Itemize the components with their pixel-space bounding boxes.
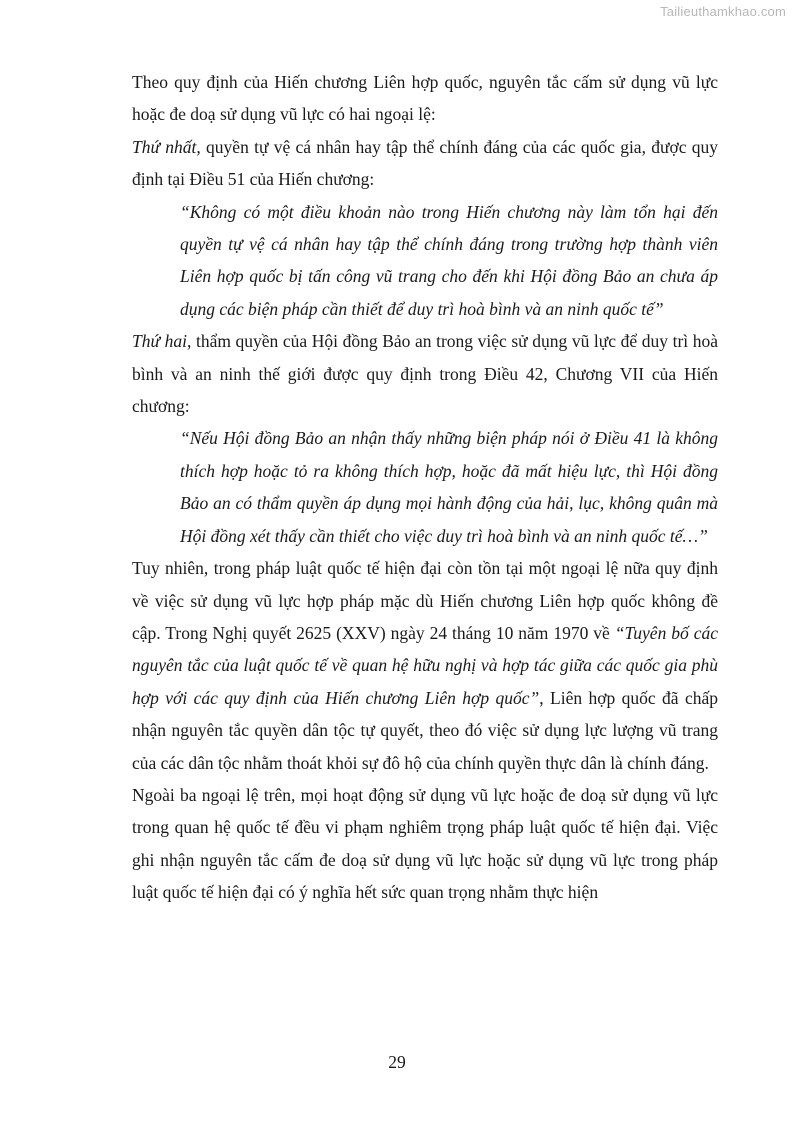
resolution-text-part1: Tuy nhiên, trong pháp luật quốc tế hiện đại còn tồn tại một ngoại lệ nữa quy định về việc sử dụng vũ lực hợp pháp mặc dù Hiến chương Liên hợp quốc không đề cập. Trong Nghị quyết 2625 (XXV) ngày 24 tháng 10 năm 1970 về (132, 558, 718, 643)
paragraph-second-exception (132, 325, 718, 422)
watermark: Tailieuthamkhao.com (660, 4, 786, 19)
page-number: 29 (388, 1052, 406, 1072)
first-exception-text: quyền tự vệ cá nhân hay tập thể chính đáng của các quốc gia, được quy định tại Điều 51 của Hiến chương: (132, 136, 718, 190)
resolution-text-part2: , Liên hợp quốc đã chấp nhận nguyên tắc quyền dân tộc tự quyết, theo đó việc sử dụng lực lượng vũ trang của các dân tộc nhằm thoát khỏi sự đô hộ của chính quyền thực dân là chính đáng. (132, 687, 718, 773)
paragraph-conclusion: Ngoài ba ngoại lệ trên, mọi hoạt động sử dụng vũ lực hoặc đe doạ sử dụng vũ lực trong quan hệ quốc tế đều vi phạm nghiêm trọng pháp luật quốc tế hiện đại. Việc ghi nhận nguyên tắc cấm đe doạ sử dụng vũ lực hoặc sử dụng vũ lực trong pháp luật quốc tế hiện đại có ý nghĩa hết sức quan trọng nhằm thực hiện (132, 784, 718, 903)
paragraph-first-exception (132, 131, 718, 196)
quote-article-42: “Nếu Hội đồng Bảo an nhận thấy những biện pháp nói ở Điều 41 là không thích hợp hoặc tỏ ra không thích hợp, hoặc đã mất hiệu lực, thì Hội đồng Bảo an có thẩm quyền áp dụng mọi hành động của hải, lục, không quân mà Hội đồng xét thấy cần thiết cho việc duy trì hoà bình và an ninh quốc tế…” (180, 428, 718, 546)
resolution-citation: “Tuyên bố các nguyên tắc của luật quốc tế về quan hệ hữu nghị và hợp tác giữa các quốc gia phù hợp với các quy định của Hiến chương Liên hợp quốc” (132, 622, 718, 708)
second-exception-text: , thẩm quyền của Hội đồng Bảo an trong việc sử dụng vũ lực để duy trì hoà bình và an ninh thế giới được quy định trong Điều 42, Chương VII của Hiến chương: (132, 331, 718, 417)
second-exception-lead: Thứ hai (132, 331, 187, 352)
paragraph-intro: Theo quy định của Hiến chương Liên hợp quốc, nguyên tắc cấm sử dụng vũ lực hoặc đe doạ sử dụng vũ lực có hai ngoại lệ: (132, 72, 718, 125)
quote-article-51: “Không có một điều khoản nào trong Hiến chương này làm tổn hại đến quyền tự vệ cá nhân hay tập thể chính đáng trong trường hợp thành viên Liên hợp quốc bị tấn công vũ trang cho đến khi Hội đồng Bảo an chưa áp dụng các biện pháp cần thiết để duy trì hoà bình và an ninh quốc tế” (180, 201, 718, 319)
document-body (132, 66, 718, 909)
first-exception-lead: Thứ nhất, (132, 136, 201, 157)
paragraph-resolution-2625 (132, 552, 718, 779)
